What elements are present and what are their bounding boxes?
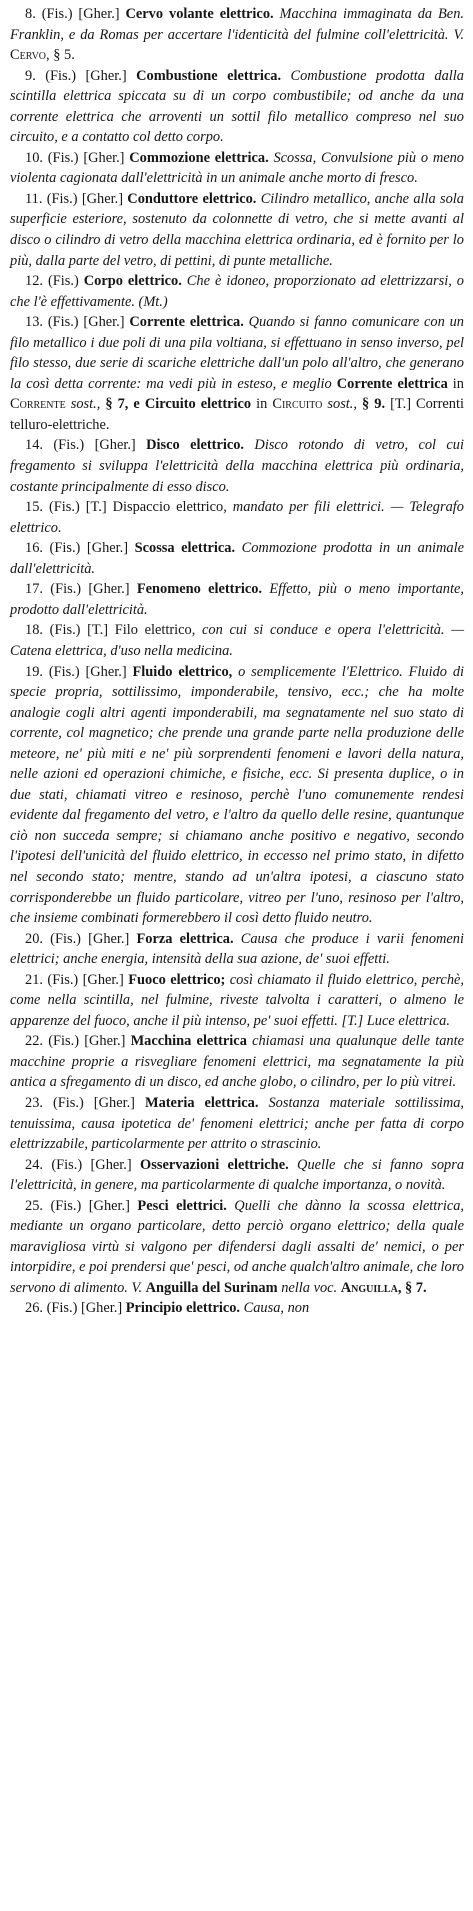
entry-17 <box>10 579 464 620</box>
entry-tag: (Fis.) [Gher.] <box>43 971 129 988</box>
entry-23 <box>10 1093 464 1155</box>
entry-headword: Disco elettrico. <box>146 437 245 454</box>
cross-reference-word: Circuito <box>272 396 323 413</box>
cross-reference-word: Cervo <box>10 47 47 64</box>
entry-tag: (Fis.) [Gher.] <box>43 149 130 166</box>
cross-reference-term: Anguilla del Surinam <box>145 1279 278 1296</box>
entry-number: 12. <box>25 273 43 290</box>
entry-headword: Osservazioni elettriche. <box>140 1156 289 1173</box>
cross-reference-text: sost., <box>322 396 363 413</box>
entry-definition: Macchina immaginata da Ben. Franklin, e da Romas per accertare l'identicità del fulmine coll'elettricità. <box>10 6 464 43</box>
entry-definition: Sostanza materiale sottilissima, tenuissima, causa ipotetica de' fenomeni elettrici; anche per fatta di corpo elettrizzabile, particolarmente per attrito o strascinio. <box>10 1094 465 1153</box>
entry-18 <box>10 620 464 661</box>
entry-tag: (Fis.) [Gher.] <box>43 581 137 598</box>
entry-number: 19. <box>25 663 43 680</box>
entry-number: 8. <box>25 6 36 22</box>
entry-number: 9. <box>25 67 36 84</box>
entry-19 <box>10 662 464 929</box>
entry-tag: (Fis.) [Gher.] <box>43 930 137 947</box>
entry-definition: Disco rotondo di vetro, col cui fregamento si sviluppa l'elettricità della macchina elettrica più ordinaria, costante principalmente di esso disco. <box>10 437 464 495</box>
cross-reference-section: , § 5. <box>46 47 75 64</box>
entry-headword: Fenomeno elettrico. <box>136 581 263 598</box>
entry-22 <box>10 1031 464 1093</box>
entry-tag: (Fis.) [Gher.] <box>43 314 130 331</box>
cross-reference-term: § 7, e Circuito elettrico <box>105 396 252 413</box>
entry-tag: (Fis.) [Gher.] <box>43 1197 138 1214</box>
cross-reference-word: Anguilla <box>340 1279 398 1296</box>
entry-definition: Cilindro metallico, anche alla sola superficie esteriore, sostenuto da colonnette di vetro, che si mette avanti al disco o cilindro di vetro della macchina elettrica ordinaria, ed è fornito per lo più, dalla parte del vetro, di pettini, di punte metalliche. <box>10 190 464 269</box>
entry-definition: Quelle che si fanno sopra l'elettricità, in genere, ma particolarmente di qualche importanza, o novità. <box>10 1156 465 1194</box>
entry-8 <box>10 4 464 66</box>
entry-headword: Filo elettrico, <box>114 622 196 639</box>
entry-definition: Commozione prodotta in un animale dall'elettricità. <box>10 540 464 577</box>
entry-tag: (Fis.) [T.] <box>43 622 115 639</box>
entry-definition: Effetto, più o meno importante, prodotto dall'elettricità. <box>10 581 464 618</box>
entry-headword: Fuoco elettrico; <box>128 971 226 988</box>
entry-number: 14. <box>25 437 43 454</box>
entry-headword: Cervo volante elettrico. <box>125 6 274 22</box>
entry-tag: (Fis.) [Gher.] <box>43 437 147 454</box>
entry-21 <box>10 970 464 1032</box>
entry-number: 17. <box>25 581 43 598</box>
entry-definition: con cui si conduce e opera l'elettricità. — Catena elettrica, d'uso nella medicina. <box>10 622 464 659</box>
entry-tag: (Fis.) [Gher.] <box>43 540 135 557</box>
entry-number: 22. <box>25 1033 43 1050</box>
entry-definition: Causa, non <box>240 1300 310 1317</box>
entry-headword: Fluido elettrico, <box>132 663 233 680</box>
entry-13 <box>10 312 464 435</box>
entry-tag: (Fis.) <box>43 273 84 290</box>
entry-headword: Commozione elettrica. <box>129 149 269 166</box>
entry-25 <box>10 1196 464 1299</box>
entry-tag: (Fis.) [Gher.] <box>43 1094 145 1111</box>
cross-reference-term: Corrente elettrica <box>336 375 448 392</box>
cross-reference-text: in <box>251 396 273 413</box>
entry-16 <box>10 538 464 579</box>
entry-headword: Macchina elettrica <box>130 1033 247 1050</box>
cross-reference-section: , § 7. <box>397 1279 427 1296</box>
entry-headword: Scossa elettrica. <box>134 540 236 557</box>
entry-headword: Dispaccio elettrico, <box>112 499 227 516</box>
entry-9 <box>10 66 464 148</box>
entry-headword: Principio elettrico. <box>125 1300 241 1317</box>
entry-definition: Combustione prodotta dalla scintilla elettrica spiccata su di un corpo combustibile; od anche da una corrente elettrica che arroventi un sottil filo metallico compreso nel suo circuito, e a contatto col detto corpo. <box>10 67 464 146</box>
cross-reference-text: in <box>447 375 464 392</box>
entry-headword: Forza elettrica. <box>136 930 234 947</box>
entry-tag: (Fis.) [Gher.] <box>35 67 137 84</box>
entry-26 <box>10 1298 464 1319</box>
entry-definition: Causa che produce i varii fenomeni elettrici; anche energia, intensità della sua azione, de' suoi effetti. <box>10 930 465 968</box>
entry-12 <box>10 271 464 312</box>
entry-tag: (Fis.) [Gher.] <box>43 1300 126 1317</box>
entry-10 <box>10 148 464 189</box>
entry-24 <box>10 1155 464 1196</box>
entry-headword: Combustione elettrica. <box>136 67 282 84</box>
entry-20 <box>10 929 464 970</box>
entry-number: 21. <box>25 971 43 988</box>
entry-subentry: [T.] Correnti telluro-elettriche. <box>10 396 464 433</box>
cross-reference-text: sost., <box>65 396 106 413</box>
cross-reference-word: Corrente <box>10 396 66 413</box>
entry-definition: così chiamato il fluido elettrico, perchè, come nella scintilla, nel fulmine, riveste talvolta i caratteri, o almeno le apparenze del fuoco, anche il più intenso, pe' suoi effetti. [T.] Luce elettrica. <box>10 971 465 1029</box>
entry-number: 15. <box>25 499 43 516</box>
cross-reference-term: § 9. <box>362 396 386 413</box>
entry-14 <box>10 435 464 497</box>
entry-definition: Scossa, Convulsione più o meno violenta cagionata dall'elettricità in un animale anche morto di fresco. <box>10 149 464 187</box>
entry-number: 23. <box>25 1094 43 1111</box>
entry-tag: (Fis.) [Gher.] <box>42 190 128 207</box>
entry-tag: (Fis.) [Gher.] <box>35 6 126 22</box>
entry-11 <box>10 189 464 271</box>
entry-number: 11. <box>25 190 43 207</box>
entry-definition: mandato per fili elettrici. — Telegrafo elettrico. <box>10 499 464 536</box>
entry-tag: (Fis.) [Gher.] <box>43 663 133 680</box>
entry-number: 13. <box>25 314 43 331</box>
entry-headword: Corpo elettrico. <box>83 273 182 290</box>
entry-headword: Corrente elettrica. <box>129 314 244 331</box>
entry-number: 10. <box>25 149 43 166</box>
entry-definition: Quelli che dànno la scossa elettrica, mediante un organo particolare, detto perciò organo elettrico; della quale maravigliosa virtù si valgono per difendersi dagli assalti de' nemici, o per intorpidire, e poi prendersi que' pesci, od anche qualch'altro animale, che loro servono di alimento. V. <box>10 1197 464 1296</box>
cross-reference-text: nella voc. <box>277 1279 341 1296</box>
entry-number: 20. <box>25 930 43 947</box>
entry-number: 25. <box>25 1197 43 1214</box>
entry-tag: (Fis.) [T.] <box>43 499 113 516</box>
entry-number: 16. <box>25 540 43 557</box>
entry-tag: (Fis.) [Gher.] <box>43 1156 141 1173</box>
entry-number: 18. <box>25 622 43 639</box>
entry-definition: o semplicemente l'Elettrico. Fluido di specie propria, sottilissimo, imponderabile, tensivo, ecc.; che ha molte analogie cogli altri agenti imponderabili, ma segnatamente nel suo stato di corrente, col magnetico; che prende una grande parte nella produzione delle meteore, ne' più miti e ne' più sorprendenti fenomeni e lavori della natura, nelle azioni ed operazioni chimiche, e fisiche, ecc. Si presenta duplice, o in due stati, chiamati vitreo e resinoso, perchè l'uno comunemente rendesi evidente dal fregamento del vetro, e l'altro da quello delle resine, quantunque ciò non succeda sempre; si chiamano anche positivo e negativo, secondo l'ipotesi dell'unicità del fluido elettrico, in eccesso nel primo stato, in difetto nel secondo stato; mentre, stando ad un'altra ipotesi, a ciascuno stato corrisponderebbe un fluido particolare, vitreo per l'uno, resinoso per l'altro, che insieme combinati formerebbero il così detto fluido neutro. <box>10 663 465 927</box>
cross-reference-prefix: V. <box>448 26 464 43</box>
entry-headword: Conduttore elettrico. <box>127 190 257 207</box>
entry-definition: Quando si fanno comunicare con un filo metallico i due poli di una pila voltiana, si effettuano in senso inverso, pel filo stesso, due serie di scariche elettriche dall'un polo all'altro, che generano la così detta corrente: ma vedi più in esteso, e meglio <box>10 314 465 392</box>
entry-definition: Che è idoneo, proporzionato ad elettrizzarsi, o che l'è effettivamente. (Mt.) <box>10 273 464 310</box>
entry-definition: chiamasi una qualunque delle tante macchine proprie a risvegliare fenomeni elettrici, ma segnatamente la più antica a sfregamento di un disco, ed anche globo, o cilindro, per lo più vitrei. <box>10 1033 465 1091</box>
entry-headword: Pesci elettrici. <box>137 1197 227 1214</box>
entry-15 <box>10 497 464 538</box>
entry-number: 26. <box>25 1300 43 1317</box>
entry-tag: (Fis.) [Gher.] <box>43 1033 131 1050</box>
entry-number: 24. <box>25 1156 43 1173</box>
entry-headword: Materia elettrica. <box>144 1094 259 1111</box>
